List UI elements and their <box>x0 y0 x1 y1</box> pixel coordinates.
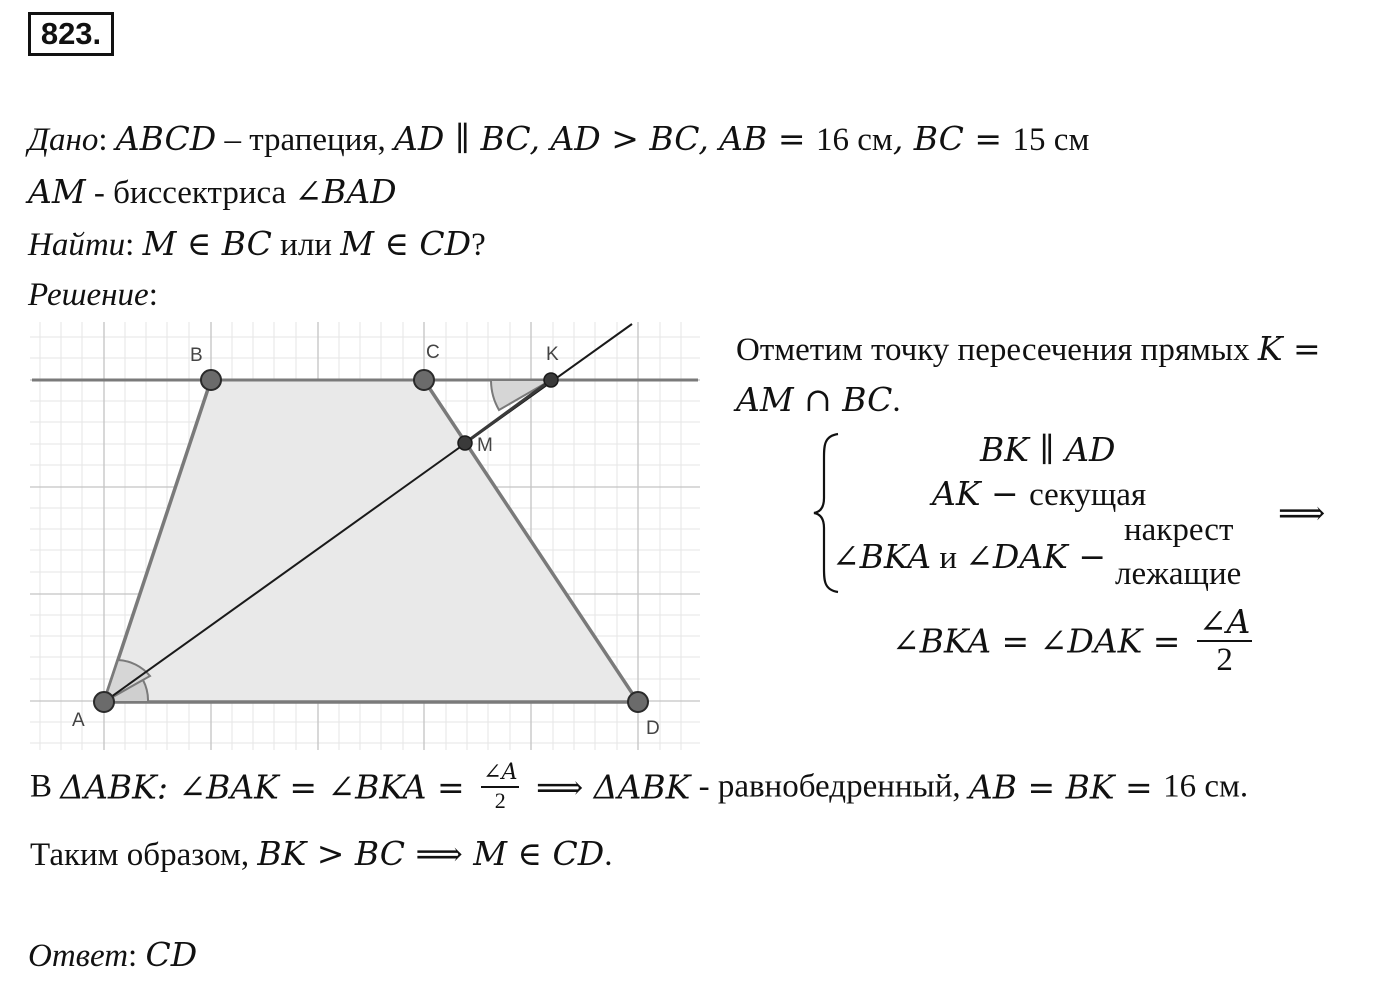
point-k <box>544 373 558 387</box>
trapezoid-figure <box>30 322 700 750</box>
label-c: C <box>426 342 440 363</box>
find-colon: : <box>125 227 135 263</box>
angle-dak: ∠DAK − <box>965 537 1106 576</box>
in-text: В <box>30 768 61 805</box>
implies-arrow: ⟹ <box>1278 496 1326 532</box>
implies-triangle: ⟹ ΔABK <box>525 767 691 807</box>
alternate-word-1: накрест <box>1124 512 1234 548</box>
solution-colon: : <box>148 277 158 313</box>
given-bc-value: 15 см <box>1012 122 1090 158</box>
thus-text: Таким образом, <box>30 837 258 873</box>
answer-line <box>28 935 198 974</box>
conclusion-line-2 <box>30 834 613 873</box>
final-period: . <box>604 837 613 873</box>
solution-heading <box>28 279 158 312</box>
system-block <box>808 430 1338 595</box>
angle-equality-expr: ∠BKA = ∠DAK = <box>892 621 1191 661</box>
intersection-expr: AM ∩ BC <box>736 380 893 419</box>
and-text: и <box>931 540 966 576</box>
given-bisector-text: - биссектриса <box>85 175 295 211</box>
triangle-angles: ΔABK: ∠BAK = ∠BKA = <box>60 767 476 807</box>
secant-text: секущая <box>1029 477 1147 513</box>
alternate-word-2: лежащие <box>1115 556 1242 592</box>
mark-point-text: Отметим точку пересечения прямых <box>736 332 1258 368</box>
point-m <box>458 436 472 450</box>
find-question: ? <box>471 227 486 263</box>
given-line-2 <box>28 172 397 211</box>
point-d <box>628 692 648 712</box>
right-line-1 <box>736 329 1321 368</box>
right-line-2 <box>736 380 901 419</box>
given-conditions: AD ∥ BC, AD > BC, AB = <box>394 119 817 158</box>
given-line-1 <box>28 119 1090 158</box>
label-b: B <box>190 345 203 366</box>
point-b <box>201 370 221 390</box>
system-row-3 <box>832 537 1106 576</box>
label-d: D <box>646 718 660 739</box>
label-m: M <box>477 435 493 456</box>
given-ab-value: 16 см <box>816 122 893 158</box>
find-option-bc: M ∈ BC <box>142 224 272 263</box>
given-trapezoid-text: – трапеция, <box>216 122 395 158</box>
point-k-def: K = <box>1257 329 1321 368</box>
label-k: K <box>546 344 559 365</box>
angle-bka: ∠BKA <box>832 537 932 576</box>
fraction-denominator: 2 <box>1216 642 1233 678</box>
trapezoid-fill <box>104 380 638 702</box>
point-a <box>94 692 114 712</box>
angle-bka-arc <box>491 380 551 410</box>
final-implication: BK > BC ⟹ M ∈ CD <box>257 834 605 873</box>
answer-colon: : <box>128 938 138 974</box>
given-label: Дано <box>28 122 99 158</box>
given-colon: : <box>98 122 108 158</box>
find-option-cd: M ∈ CD <box>340 224 472 263</box>
half-angle-fraction <box>1197 602 1252 678</box>
ab-bk-expr: AB = BK = <box>968 767 1164 807</box>
small-fraction <box>481 762 519 812</box>
conclusion-line-1 <box>30 762 1248 812</box>
fraction-numerator: ∠A <box>1198 602 1251 641</box>
find-label: Найти <box>28 227 126 263</box>
answer-value: CD <box>145 935 198 974</box>
label-a: A <box>72 710 85 731</box>
isosceles-text: - равнобедренный, <box>690 768 969 805</box>
find-or-text: или <box>271 227 341 263</box>
given-am: AM <box>28 172 86 211</box>
find-line <box>28 224 486 263</box>
system-row-2 <box>932 474 1147 513</box>
answer-label: Ответ <box>28 938 129 974</box>
given-bc-label: , BC = <box>892 119 1013 158</box>
problem-number: 823. <box>28 12 114 56</box>
point-c <box>414 370 434 390</box>
system-row-1: BK ∥ AD <box>980 430 1116 469</box>
angle-equality <box>892 602 1258 678</box>
intersection-period: . <box>892 383 901 419</box>
given-figure-name: ABCD <box>115 119 217 158</box>
bk-value: 16 см. <box>1163 768 1249 805</box>
solution-label: Решение <box>28 277 149 313</box>
given-angle-bad: ∠BAD <box>294 172 397 211</box>
small-fraction-numerator: ∠A <box>481 762 519 788</box>
small-fraction-denominator: 2 <box>494 788 506 813</box>
ak-label: AK − <box>932 474 1030 513</box>
